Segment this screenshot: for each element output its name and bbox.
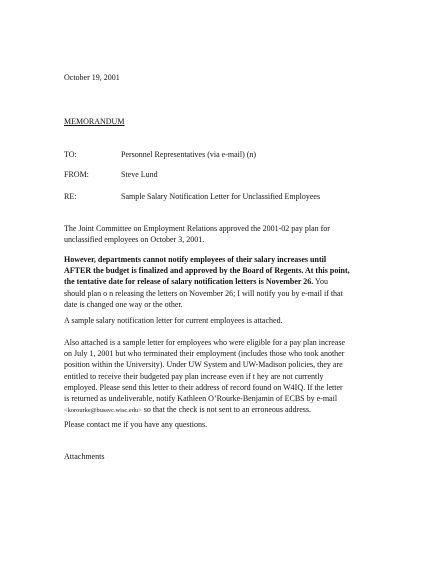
text-fragment: so that the check is not sent to an erroneous address.: [141, 405, 311, 415]
bold-text-line: the tentative date for release of salary notification letters is November 26.: [64, 277, 314, 287]
memo-date: October 19, 2001: [64, 73, 120, 82]
paragraph-sample-letter: [64, 315, 386, 326]
to-label: TO:: [64, 150, 77, 159]
text-line: employed. Please send this letter to their address of record found on W4IQ. If the letter: [64, 382, 343, 392]
text-line: should plan o n releasing the letters on November 26; I will notify you by e-mail if that: [64, 288, 343, 298]
from-value: Steve Lund: [121, 170, 158, 179]
text-line: unclassified employees on October 3, 2001.: [64, 235, 205, 245]
text-line: A sample salary notification letter for current employees is attached.: [64, 316, 283, 325]
paragraph-approval: [64, 223, 386, 245]
text-line: is returned as undeliverable, notify Kathleen O’Rourke-Benjamin of ECBS by e-mail: [64, 394, 338, 404]
bold-text-line: However, departments cannot notify employees of their salary increases until: [64, 255, 327, 264]
paragraph-notice: [64, 254, 386, 310]
re-value: Sample Salary Notification Letter for Unclassified Employees: [121, 192, 321, 201]
email-address: <korourke@bussvc.wisc.edu>: [64, 407, 142, 415]
text-line: The Joint Committee on Employment Relations approved the 2001-02 pay plan for: [64, 224, 330, 233]
text-line: Please contact me if you have any questions.: [64, 420, 208, 429]
bold-text-line: AFTER the budget is finalized and approved by the Board of Regents. At this point,: [64, 266, 350, 276]
to-value: Personnel Representatives (via e-mail) (n): [121, 150, 257, 159]
text-line: date is changed one way or the other.: [64, 299, 183, 309]
text-line: entitled to receive their budgeted pay plan increase even if t hey are not currently: [64, 371, 324, 381]
text-line: Also attached is a sample letter for employees who were eligible for a pay plan increase: [64, 338, 345, 347]
attachments-label: Attachments: [64, 452, 105, 461]
memo-heading: MEMORANDUM: [64, 117, 125, 126]
paragraph-terminated: [64, 337, 386, 416]
text-line: on July 1, 2001 but who terminated their employment (includes those who took another: [64, 349, 345, 359]
from-label: FROM:: [64, 170, 89, 179]
text-fragment: You: [313, 277, 328, 287]
text-line: position within the University). Under UW System and UW-Madison policies, they are: [64, 360, 343, 370]
re-label: RE:: [64, 192, 77, 201]
paragraph-contact: [64, 419, 386, 430]
